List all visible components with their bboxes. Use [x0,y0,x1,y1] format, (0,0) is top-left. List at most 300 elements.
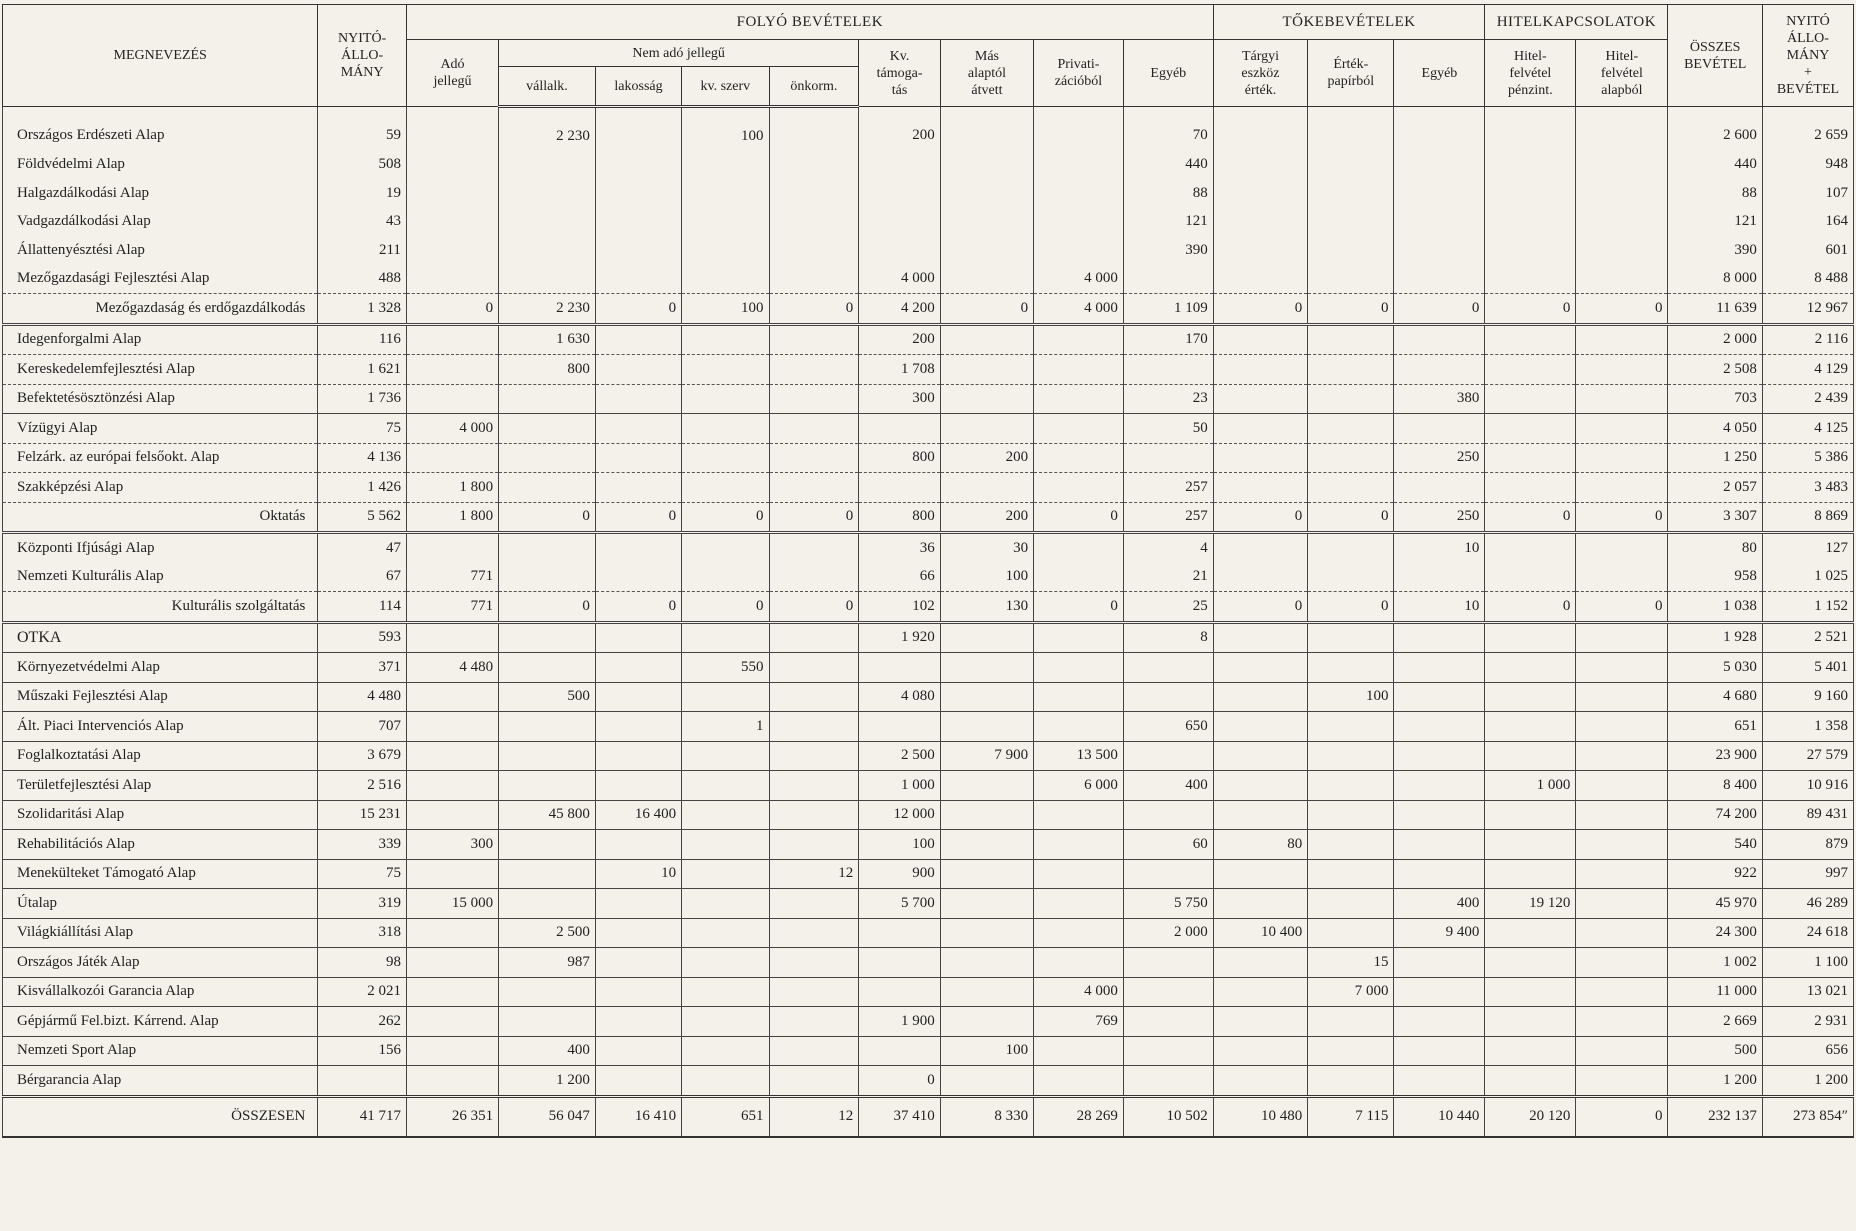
table-cell [1485,682,1576,712]
table-cell: 67 [318,563,407,592]
table-cell [1394,682,1485,712]
table-row [3,830,1854,860]
table-cell: 21 [1123,563,1213,592]
table-cell: 2 230 [499,107,596,151]
table-cell: 0 [1576,502,1668,533]
table-cell: 2 500 [859,741,941,771]
table-cell: 300 [859,384,941,414]
table-cell [318,1066,407,1097]
table-row [3,1066,1854,1097]
table-cell [769,208,859,237]
table-cell: 0 [859,1066,941,1097]
table-cell [1308,473,1394,503]
table-cell: 12 [769,1096,859,1137]
table-cell: 13 500 [1034,741,1124,771]
table-row [3,948,1854,978]
table-cell [1123,948,1213,978]
table-cell: 12 000 [859,800,941,830]
table-cell [1485,414,1576,444]
table-cell [682,563,769,592]
table-cell [1308,830,1394,860]
table-cell [1213,712,1307,742]
table-cell [682,384,769,414]
header-current-revenue: FOLYÓ BEVÉTELEK [406,5,1213,40]
table-cell: 28 269 [1034,1096,1124,1137]
table-cell [1394,414,1485,444]
row-label: Földvédelmi Alap [3,151,318,180]
table-cell [1213,889,1307,919]
table-cell [940,622,1033,653]
table-cell [595,384,681,414]
table-cell [769,1007,859,1037]
table-cell: 88 [1123,179,1213,208]
table-cell: 10 916 [1762,771,1853,801]
table-cell [1394,179,1485,208]
table-cell: 0 [595,502,681,533]
table-cell [1213,151,1307,180]
table-cell: 4 050 [1668,414,1762,444]
table-cell: 11 000 [1668,977,1762,1007]
table-cell: 12 967 [1762,294,1853,325]
table-cell: 102 [859,592,941,623]
table-cell [1034,236,1124,265]
table-cell [1576,473,1668,503]
row-label: Gépjármű Fel.bizt. Kárrend. Alap [3,1007,318,1037]
table-cell: 16 410 [595,1096,681,1137]
table-cell [595,208,681,237]
table-cell [1485,236,1576,265]
table-cell [595,563,681,592]
table-cell [499,622,596,653]
table-cell: 500 [1668,1036,1762,1066]
row-label: Kereskedelemfejlesztési Alap [3,355,318,385]
table-cell: 156 [318,1036,407,1066]
header-from-other-fund [940,40,1033,107]
table-cell: 3 307 [1668,502,1762,533]
row-label: Oktatás [3,502,318,533]
header-enterprises: vállalk. [499,67,596,107]
row-label: Országos Erdészeti Alap [3,107,318,151]
table-cell [682,918,769,948]
table-cell: 98 [318,948,407,978]
table-cell: 121 [1123,208,1213,237]
table-cell [406,741,498,771]
table-cell: 121 [1668,208,1762,237]
table-cell [1576,324,1668,355]
table-cell [499,653,596,683]
table-cell [682,355,769,385]
table-cell [1308,563,1394,592]
table-cell [1034,443,1124,473]
table-cell: 2 116 [1762,324,1853,355]
table-cell [595,107,681,151]
table-cell: 100 [859,830,941,860]
table-cell: 60 [1123,830,1213,860]
header-line: MÁNY [340,65,384,80]
row-label: Központi Ifjúsági Alap [3,533,318,563]
table-row [3,151,1854,180]
table-cell [1213,107,1307,151]
table-cell: 8 [1123,622,1213,653]
table-cell: 20 120 [1485,1096,1576,1137]
table-cell [769,443,859,473]
table-cell [769,653,859,683]
table-cell [940,682,1033,712]
table-cell [1394,830,1485,860]
table-cell: 27 579 [1762,741,1853,771]
header-line: felvétel [1600,65,1643,81]
header-line: támoga- [876,65,923,81]
table-row [3,324,1854,355]
table-cell [769,473,859,503]
table-cell [1213,948,1307,978]
table-cell [595,948,681,978]
header-line: alapból [1601,82,1643,98]
table-cell: 24 300 [1668,918,1762,948]
table-cell: 8 400 [1668,771,1762,801]
table-cell [769,830,859,860]
table-cell [1308,414,1394,444]
table-cell: 0 [595,592,681,623]
table-row [3,533,1854,563]
table-cell [682,179,769,208]
table-cell: 0 [1576,592,1668,623]
table-cell: 380 [1394,384,1485,414]
table-cell: 500 [499,682,596,712]
table-cell: 0 [1213,592,1307,623]
table-cell [940,1066,1033,1097]
table-cell: 114 [318,592,407,623]
table-cell [1576,208,1668,237]
table-cell [1123,741,1213,771]
header-line: NYITÓ [1786,14,1830,29]
table-cell [1034,682,1124,712]
header-opening [318,5,407,107]
table-cell: 59 [318,107,407,151]
row-label: Foglalkoztatási Alap [3,741,318,771]
table-cell [595,771,681,801]
table-cell: 100 [1308,682,1394,712]
row-label: Rehabilitációs Alap [3,830,318,860]
table-cell [1576,236,1668,265]
table-cell [1485,265,1576,294]
table-cell [499,236,596,265]
table-cell [1576,653,1668,683]
header-line: Kv. [889,48,910,64]
table-cell: 75 [318,859,407,889]
table-row [3,800,1854,830]
header-privatization [1034,40,1124,107]
table-cell: 41 717 [318,1096,407,1137]
table-cell: 4 000 [1034,977,1124,1007]
table-cell [1394,473,1485,503]
table-cell: 10 [1394,533,1485,563]
row-label: Állattenyésztési Alap [3,236,318,265]
table-cell [595,622,681,653]
table-cell [769,563,859,592]
table-cell: 987 [499,948,596,978]
table-cell [595,1007,681,1037]
table-cell: 257 [1123,502,1213,533]
row-label: Nemzeti Kulturális Alap [3,563,318,592]
table-cell [940,236,1033,265]
table-cell: 1 [682,712,769,742]
header-other-capital: Egyéb [1394,40,1485,107]
table-cell [1576,151,1668,180]
table-cell [1034,107,1124,151]
table-cell [1394,1066,1485,1097]
table-cell [1034,1036,1124,1066]
table-row [3,918,1854,948]
table-cell: 23 900 [1668,741,1762,771]
table-cell: 0 [1308,592,1394,623]
table-cell [1576,1036,1668,1066]
table-cell [769,533,859,563]
table-row [3,741,1854,771]
table-cell: 24 618 [1762,918,1853,948]
table-cell [1485,563,1576,592]
table-cell [406,1036,498,1066]
table-cell: 2 439 [1762,384,1853,414]
table-cell: 127 [1762,533,1853,563]
table-cell [1213,622,1307,653]
table-cell [1485,800,1576,830]
table-cell: 0 [769,502,859,533]
table-row [3,179,1854,208]
table-cell [1485,151,1576,180]
table-cell [859,473,941,503]
table-cell [1576,563,1668,592]
table-cell [595,533,681,563]
table-cell [1485,533,1576,563]
revenue-table [2,4,1854,1138]
table-cell: 4 129 [1762,355,1853,385]
header-budget-organ: kv. szerv [682,67,769,107]
row-label: ÖSSZESEN [3,1096,318,1137]
table-cell [1394,265,1485,294]
table-cell: 8 488 [1762,265,1853,294]
table-cell: 0 [1034,592,1124,623]
table-cell: 1 000 [1485,771,1576,801]
table-cell: 8 000 [1668,265,1762,294]
table-cell: 200 [940,443,1033,473]
table-cell [1123,800,1213,830]
table-cell [769,741,859,771]
table-cell: 0 [769,592,859,623]
table-cell [940,265,1033,294]
table-cell [1485,1007,1576,1037]
header-line: jellegű [433,74,472,89]
table-cell: 200 [859,324,941,355]
table-cell [499,208,596,237]
row-label: Mezőgazdaság és erdőgazdálkodás [3,294,318,325]
table-cell [769,889,859,919]
table-cell [682,1036,769,1066]
table-cell: 1 025 [1762,563,1853,592]
table-row [3,473,1854,503]
table-cell [1394,151,1485,180]
table-cell [499,563,596,592]
table-cell: 1 800 [406,473,498,503]
table-cell [1485,712,1576,742]
header-line: BEVÉTEL [1776,82,1840,97]
table-cell: 601 [1762,236,1853,265]
table-cell [940,977,1033,1007]
table-cell [769,1066,859,1097]
table-cell [940,712,1033,742]
table-cell: 300 [406,830,498,860]
table-cell [859,918,941,948]
table-cell [1576,443,1668,473]
table-cell: 45 800 [499,800,596,830]
table-cell: 36 [859,533,941,563]
table-cell [940,1007,1033,1037]
table-cell [1123,682,1213,712]
table-cell [1213,859,1307,889]
table-cell [940,771,1033,801]
table-cell [499,151,596,180]
table-cell [1485,859,1576,889]
table-row [3,208,1854,237]
table-cell: 593 [318,622,407,653]
row-label: Útalap [3,889,318,919]
table-cell: 318 [318,918,407,948]
table-cell [1308,208,1394,237]
table-cell [1485,948,1576,978]
table-cell [1394,800,1485,830]
table-cell: 2 931 [1762,1007,1853,1037]
table-cell [940,473,1033,503]
table-cell: 1 100 [1762,948,1853,978]
table-cell [1308,800,1394,830]
table-cell: 5 386 [1762,443,1853,473]
row-label: Műszaki Fejlesztési Alap [3,682,318,712]
table-cell: 0 [1213,294,1307,325]
table-cell [1576,384,1668,414]
table-cell [769,236,859,265]
table-cell [1308,653,1394,683]
table-cell [682,533,769,563]
table-cell [1034,384,1124,414]
table-cell: 1 152 [1762,592,1853,623]
subtotal-row [3,592,1854,623]
header-securities [1308,40,1394,107]
table-cell [769,179,859,208]
table-cell: 1 928 [1668,622,1762,653]
table-cell: 100 [682,294,769,325]
table-cell: 1 038 [1668,592,1762,623]
table-cell [406,355,498,385]
table-cell: 707 [318,712,407,742]
table-cell: 10 440 [1394,1096,1485,1137]
table-cell [1576,741,1668,771]
row-label: Vadgazdálkodási Alap [3,208,318,237]
table-cell [1213,265,1307,294]
table-cell: 16 400 [595,800,681,830]
table-cell [682,236,769,265]
table-cell [595,889,681,919]
table-cell: 100 [940,563,1033,592]
table-cell [1485,977,1576,1007]
table-cell [940,830,1033,860]
table-cell: 1 736 [318,384,407,414]
table-cell [769,384,859,414]
table-cell [769,771,859,801]
header-credit: HITELKAPCSOLATOK [1485,5,1668,40]
table-cell: 89 431 [1762,800,1853,830]
table-cell [595,355,681,385]
table-cell [1394,948,1485,978]
table-cell [595,1036,681,1066]
table-cell: 540 [1668,830,1762,860]
header-line: pénzint. [1507,82,1553,98]
table-cell [769,948,859,978]
table-cell: 100 [682,107,769,151]
table-cell [1485,830,1576,860]
table-cell [859,208,941,237]
table-cell: 0 [1308,502,1394,533]
table-cell: 0 [1485,502,1576,533]
table-cell [1034,712,1124,742]
table-cell: 488 [318,265,407,294]
table-cell: 440 [1668,151,1762,180]
table-cell [940,414,1033,444]
table-cell: 0 [1576,1096,1668,1137]
table-cell [406,384,498,414]
table-cell [1394,355,1485,385]
table-cell: 650 [1123,712,1213,742]
table-cell [1576,800,1668,830]
table-cell [1576,1066,1668,1097]
table-cell: 771 [406,563,498,592]
table-cell: 5 030 [1668,653,1762,683]
table-cell [1213,1007,1307,1037]
table-cell: 1 002 [1668,948,1762,978]
table-cell: 0 [1213,502,1307,533]
table-cell [1034,179,1124,208]
table-cell [859,236,941,265]
table-cell: 37 410 [859,1096,941,1137]
table-cell [1213,1066,1307,1097]
header-line: ÁLLO- [1786,31,1829,46]
table-cell: 1 200 [1668,1066,1762,1097]
table-cell: 339 [318,830,407,860]
table-cell: 390 [1668,236,1762,265]
table-cell [406,800,498,830]
row-label: Kisvállalkozói Garancia Alap [3,977,318,1007]
table-cell: 273 854″ [1762,1096,1853,1137]
table-cell [1576,859,1668,889]
table-cell [1308,384,1394,414]
table-cell [682,800,769,830]
header-line: zációból [1054,74,1103,89]
header-line: ÁLLO- [341,48,384,63]
table-cell: 0 [499,592,596,623]
table-cell [1213,741,1307,771]
table-cell: 400 [499,1036,596,1066]
table-cell [1034,653,1124,683]
table-cell [1576,1007,1668,1037]
table-cell: 5 401 [1762,653,1853,683]
header-line: Más [974,48,999,64]
table-cell [682,1066,769,1097]
table-cell [1034,830,1124,860]
table-cell [940,653,1033,683]
table-cell [682,889,769,919]
table-header [3,5,1854,107]
table-row [3,355,1854,385]
table-cell [406,1007,498,1037]
